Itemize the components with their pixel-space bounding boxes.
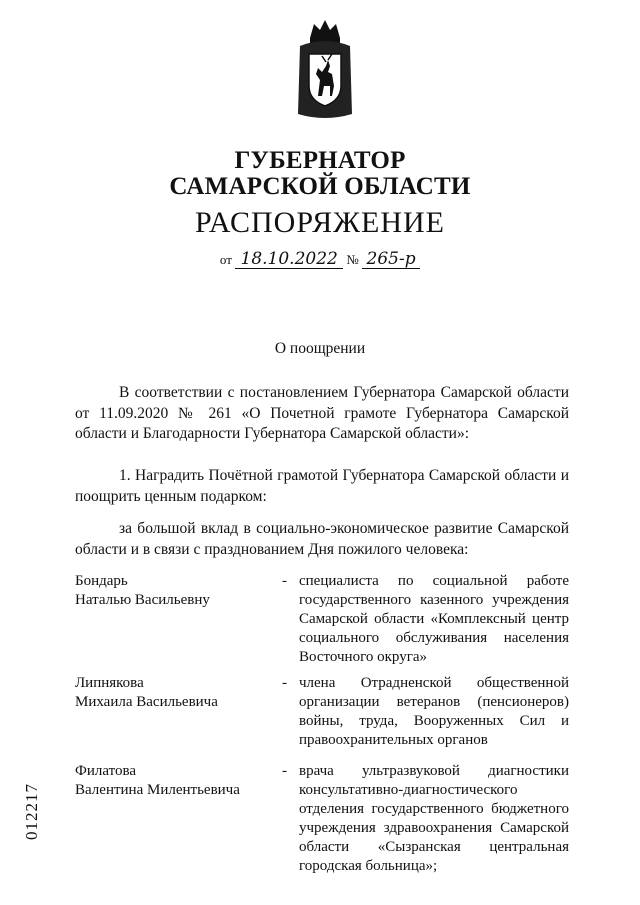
awardee-name: Бондарь Наталью Васильевну <box>75 573 210 608</box>
awardee-description: специалиста по социальной работе государственного казенного учреждения Самарской области «Комплексный центр социального обслуживания населения Восточного округа» <box>299 573 569 665</box>
handwritten-number: 265-р <box>362 250 420 269</box>
document-type: РАСПОРЯЖЕНИЕ <box>194 206 446 239</box>
awardee-name: Филатова Валентина Милентьевича <box>75 763 240 798</box>
paragraph-reason: за большой вклад в социально-экономическое развитие Самарской области и в связи с празднованием Дня пожилого человека: <box>75 520 569 558</box>
paragraph-basis: В соответствии с постановлением Губернатора Самарской области от 11.09.2020 № 261 «О Почетной грамоте Губернатора Самарской области и Благодарности Губернатора Самарской области»: <box>75 384 569 442</box>
region-title: САМАРСКОЙ ОБЛАСТИ <box>169 173 471 200</box>
document-subject: О поощрении <box>274 340 366 357</box>
handwritten-date: 18.10.2022 <box>235 250 343 269</box>
awardee-description: члена Отрадненской общественной организации ветеранов (пенсионеров) войны, труда, Вооруженных Сил и правоохранительных органов <box>299 675 569 748</box>
awardee-dash: - <box>282 763 287 779</box>
serial-number: 012217 <box>22 783 41 840</box>
awardee-dash: - <box>282 573 287 589</box>
governor-title: ГУБЕРНАТОР <box>234 147 406 174</box>
date-label: от <box>219 252 232 267</box>
awardee-name: Липнякова Михаила Васильевича <box>75 675 218 710</box>
coat-of-arms-emblem <box>292 16 358 124</box>
awardee-description: врача ультразвуковой диагностики консультативно-диагностического отделения государственного бюджетного учреждения здравоохранения Самарской области «Сызранская центральная городская больница»; <box>299 763 569 874</box>
paragraph-award: 1. Наградить Почётной грамотой Губернатора Самарской области и поощрить ценным подарком: <box>75 467 569 505</box>
awardee-dash: - <box>282 675 287 691</box>
date-number-line <box>0 250 640 269</box>
number-label: № <box>346 252 359 267</box>
